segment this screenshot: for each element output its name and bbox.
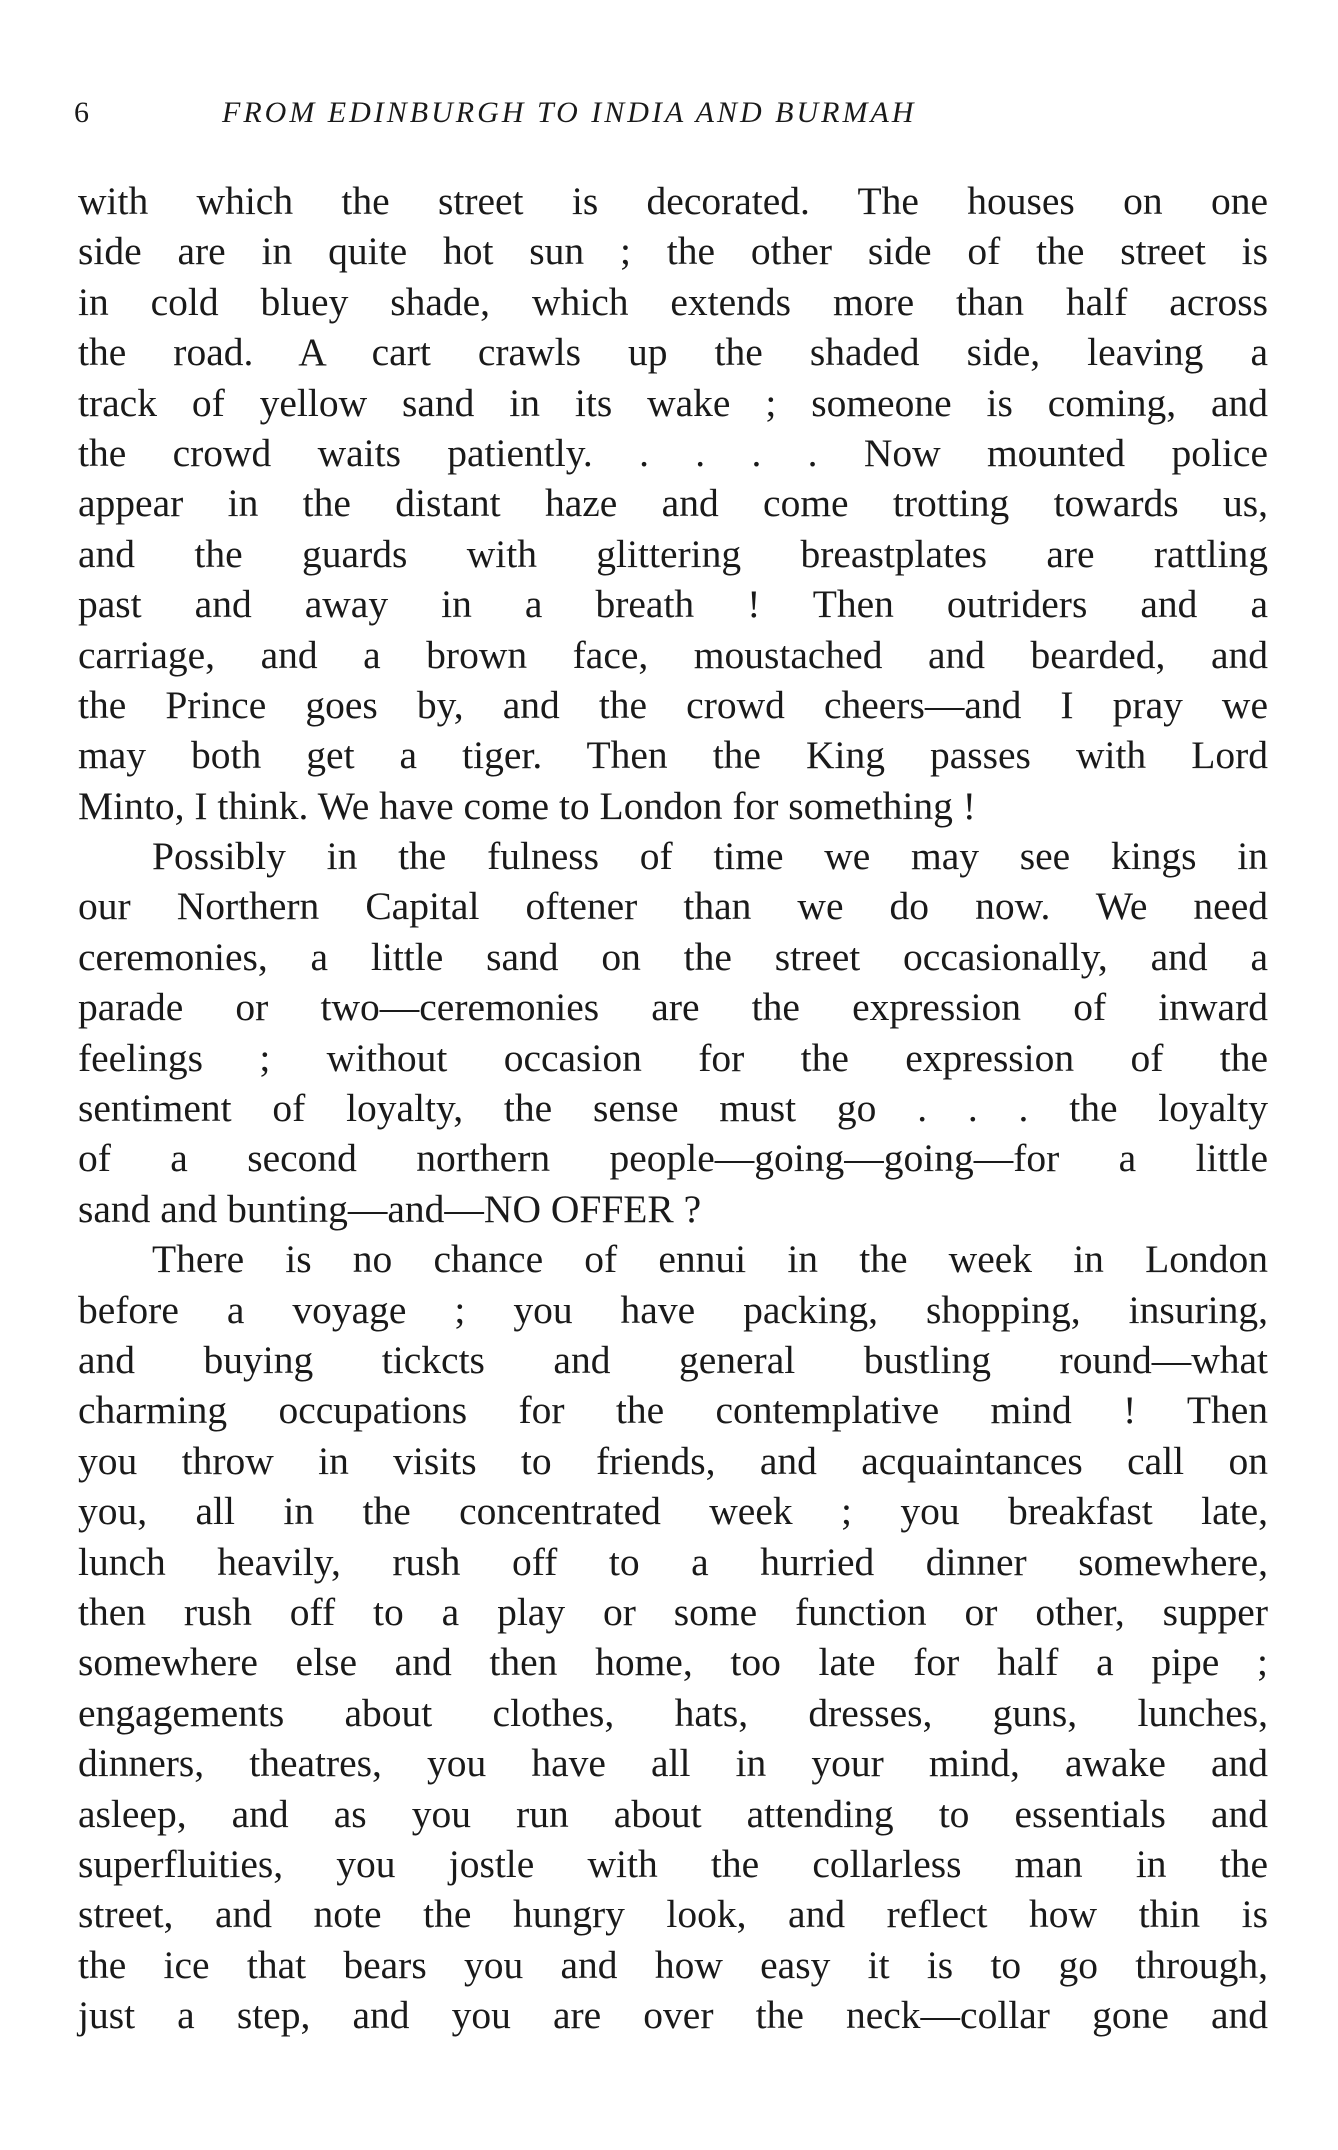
text-line: sand and bunting—and—NO OFFER ? <box>78 1186 702 1231</box>
text-line: the Prince goes by, and the crowd cheers—and I pray we <box>78 682 1268 727</box>
text-line: the ice that bears you and how easy it is to go through, <box>78 1942 1268 1987</box>
text-line: the road. A cart crawls up the shaded side, leaving a <box>78 330 1268 375</box>
text-line: may both get a tiger. Then the King passes with Lord <box>78 733 1268 778</box>
text-line: and buying tickcts and general bustling round—what <box>78 1337 1268 1382</box>
text-line: parade or two—ceremonies are the expression of inward <box>78 985 1268 1030</box>
text-line: There is no chance of ennui in the week in London <box>152 1237 1268 1282</box>
text-line: track of yellow sand in its wake ; someone is coming, and <box>78 380 1268 425</box>
text-line: asleep, and as you run about attending to essentials and <box>78 1791 1268 1836</box>
text-line: superfluities, you jostle with the collarless man in the <box>78 1841 1268 1886</box>
paragraph-2 <box>78 831 1268 1234</box>
text-line: you throw in visits to friends, and acquaintances call on <box>78 1438 1268 1483</box>
text-line: Possibly in the fulness of time we may see kings in <box>152 834 1268 879</box>
body-text <box>78 176 1268 2040</box>
text-line: somewhere else and then home, too late for half a pipe ; <box>78 1640 1268 1685</box>
text-line: lunch heavily, rush off to a hurried dinner somewhere, <box>78 1539 1268 1584</box>
paragraph-3 <box>78 1234 1268 2040</box>
text-line: then rush off to a play or some function or other, supper <box>78 1589 1268 1634</box>
text-line: street, and note the hungry look, and reflect how thin is <box>78 1892 1268 1937</box>
text-line: and the guards with glittering breastplates are rattling <box>78 531 1268 576</box>
text-line: with which the street is decorated. The houses on one <box>78 179 1268 223</box>
text-line: before a voyage ; you have packing, shopping, insuring, <box>78 1287 1268 1332</box>
text-line: in cold bluey shade, which extends more than half across <box>78 279 1268 324</box>
text-line: Minto, I think. We have come to London for something ! <box>78 783 976 828</box>
running-head <box>74 96 1264 136</box>
text-line: appear in the distant haze and come trotting towards us, <box>78 481 1268 526</box>
text-line: you, all in the concentrated week ; you breakfast late, <box>78 1489 1268 1534</box>
text-line: engagements about clothes, hats, dresses, guns, lunches, <box>78 1690 1268 1735</box>
text-line: ceremonies, a little sand on the street occasionally, and a <box>78 934 1268 979</box>
text-line: sentiment of loyalty, the sense must go . . . the loyalty <box>78 1086 1268 1131</box>
text-line: our Northern Capital oftener than we do now. We need <box>78 884 1268 929</box>
text-line: side are in quite hot sun ; the other side of the street is <box>78 229 1268 274</box>
text-line: charming occupations for the contemplative mind ! Then <box>78 1388 1268 1433</box>
paragraph-1 <box>78 176 1268 831</box>
text-line: just a step, and you are over the neck—collar gone and <box>78 1993 1268 2038</box>
page-number: 6 <box>74 96 90 129</box>
text-line: past and away in a breath ! Then outriders and a <box>78 582 1268 627</box>
running-title: FROM EDINBURGH TO INDIA AND BURMAH <box>222 96 917 129</box>
text-line: the crowd waits patiently. . . . . Now mounted police <box>78 430 1268 475</box>
text-line: carriage, and a brown face, moustached and bearded, and <box>78 632 1268 677</box>
text-line: of a second northern people—going—going—for a little <box>78 1136 1268 1181</box>
text-line: dinners, theatres, you have all in your mind, awake and <box>78 1741 1268 1786</box>
text-line: feelings ; without occasion for the expression of the <box>78 1035 1268 1080</box>
